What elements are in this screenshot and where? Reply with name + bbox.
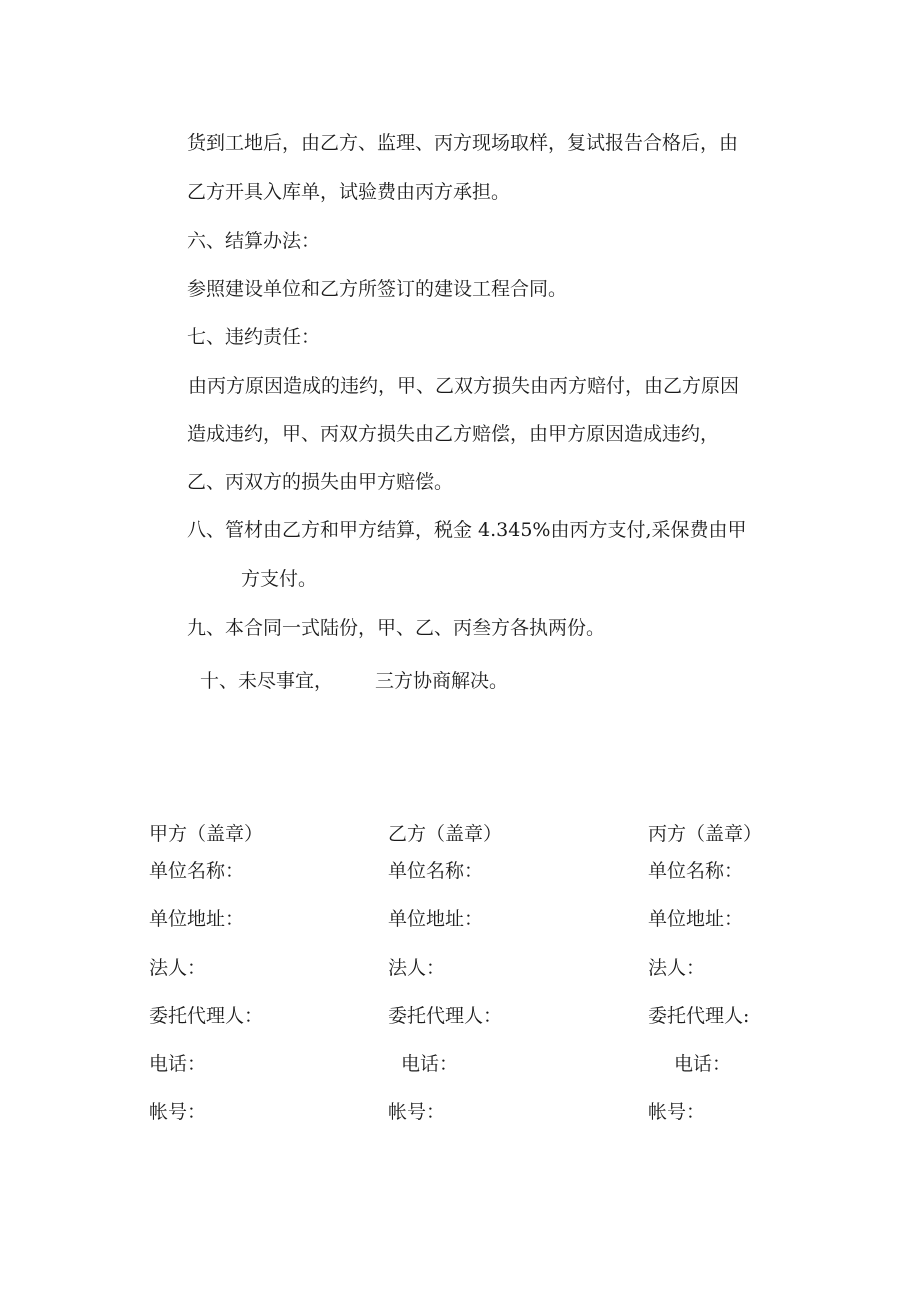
party-c-org-name: 单位名称： xyxy=(648,860,744,882)
party-c-phone: 电话： xyxy=(674,1053,732,1075)
breach-clause-line-3: 乙、丙双方的损失由甲方赔偿。 xyxy=(187,471,454,493)
settlement-heading: 六、结算办法： xyxy=(187,230,321,252)
party-b-phone: 电话： xyxy=(401,1053,459,1075)
breach-clause-line-2: 造成违约，甲、丙双方损失由乙方赔偿，由甲方原因造成违约， xyxy=(187,423,720,445)
delivery-clause-line-1: 货到工地后，由乙方、监理、丙方现场取样，复试报告合格后，由 xyxy=(187,132,739,154)
item-8-line-2: 方支付。 xyxy=(241,568,318,590)
party-a-org-name: 单位名称： xyxy=(149,860,245,882)
party-a-address: 单位地址： xyxy=(149,908,245,930)
delivery-clause-line-2: 乙方开具入库单，试验费由丙方承担。 xyxy=(187,181,511,203)
party-a-agent: 委托代理人： xyxy=(149,1005,264,1027)
party-b-account: 帐号： xyxy=(388,1101,446,1123)
party-a-account: 帐号： xyxy=(149,1101,207,1123)
party-c-account: 帐号： xyxy=(648,1101,706,1123)
breach-heading: 七、违约责任： xyxy=(187,326,321,348)
party-c-address: 单位地址： xyxy=(648,908,744,930)
party-b-agent: 委托代理人： xyxy=(388,1005,503,1027)
party-a-title: 甲方（盖章） xyxy=(149,823,264,845)
item-9: 九、本合同一式陆份，甲、乙、丙叁方各执两份。 xyxy=(187,617,606,639)
item-8-line-1: 八、管材由乙方和甲方结算，税金 4.345%由丙方支付,采保费由甲 xyxy=(187,519,747,541)
party-c-legal-rep: 法人： xyxy=(648,957,706,979)
settlement-text: 参照建设单位和乙方所签订的建设工程合同。 xyxy=(187,278,568,300)
item-10-part-1: 十、未尽事宜， xyxy=(200,670,334,692)
party-b-legal-rep: 法人： xyxy=(388,957,446,979)
party-c-title: 丙方（盖章） xyxy=(648,823,763,845)
party-a-phone: 电话： xyxy=(149,1053,207,1075)
party-c-agent: 委托代理人: xyxy=(648,1005,750,1027)
party-b-address: 单位地址： xyxy=(388,908,484,930)
party-b-title: 乙方（盖章） xyxy=(388,823,503,845)
breach-clause-line-1: 由丙方原因造成的违约，甲、乙双方损失由丙方赔付，由乙方原因 xyxy=(188,375,740,397)
party-a-legal-rep: 法人： xyxy=(149,957,207,979)
party-b-org-name: 单位名称： xyxy=(388,860,484,882)
item-10-part-2: 三方协商解决。 xyxy=(375,670,509,692)
